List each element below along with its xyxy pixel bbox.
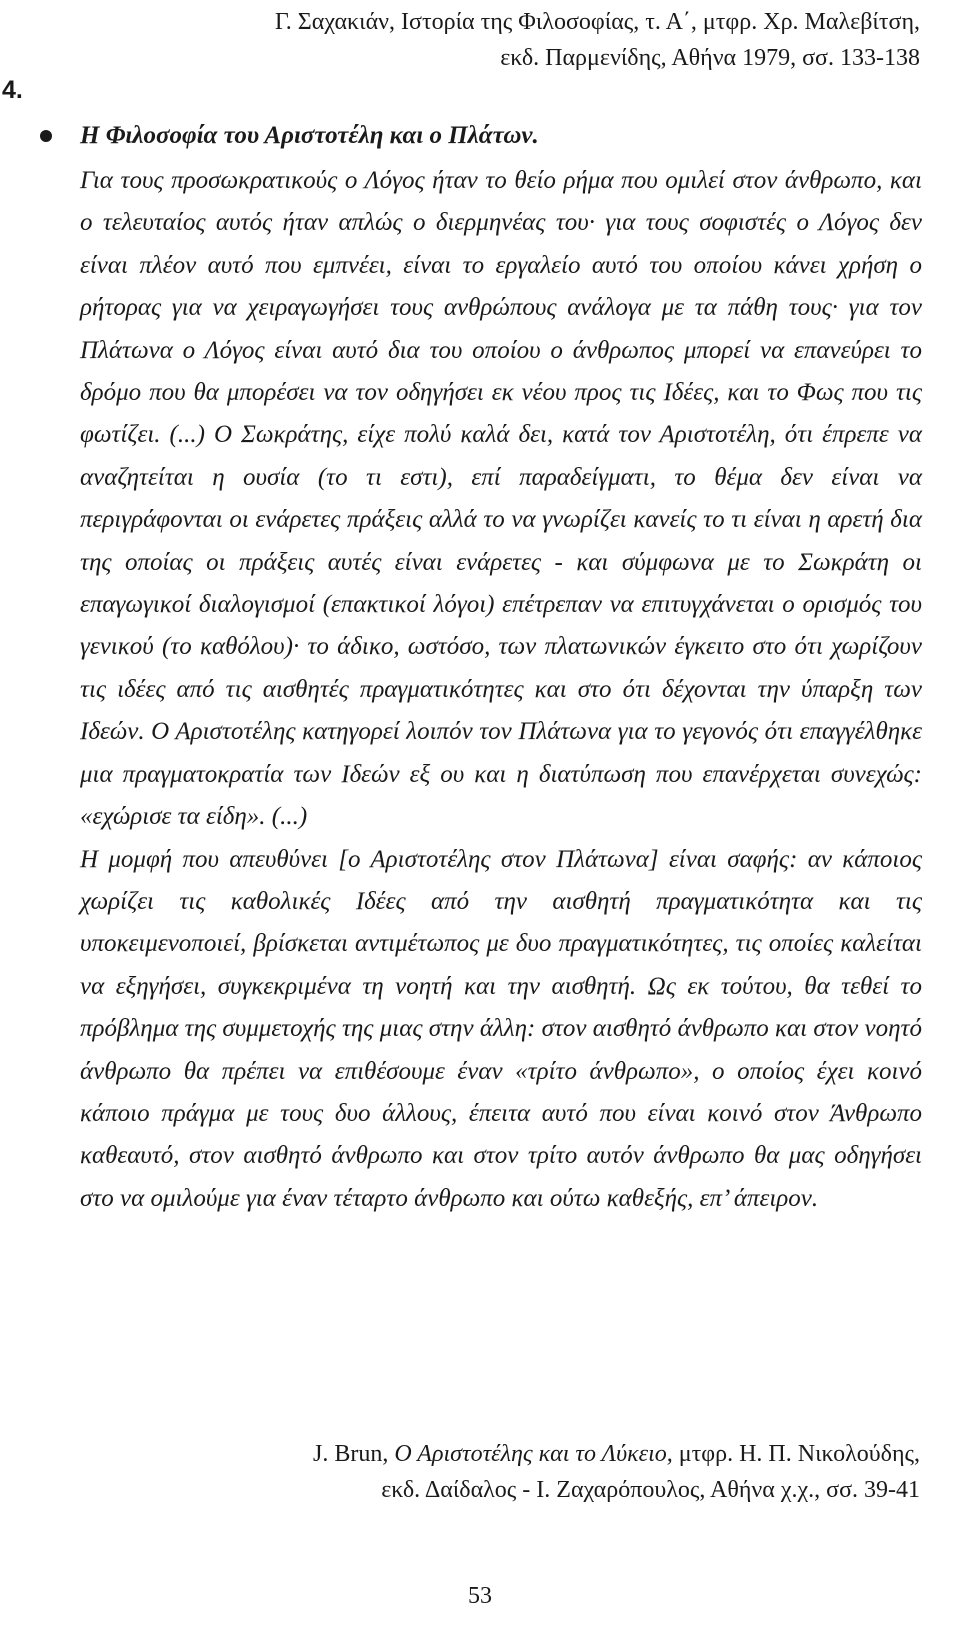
- bullet-icon: [40, 130, 52, 142]
- source-citation-bottom: [60, 1436, 920, 1508]
- citation-bottom-line-1: [60, 1436, 920, 1472]
- citation-translator: μτφρ. Η. Π. Νικολούδης,: [678, 1441, 920, 1467]
- page-number: 53: [468, 1583, 492, 1609]
- section-number: 4.: [2, 76, 23, 104]
- citation-author: J. Brun,: [313, 1441, 389, 1467]
- body-text: [80, 160, 922, 1220]
- section-heading: Η Φιλοσοφία του Αριστοτέλη και ο Πλάτων.: [80, 122, 539, 149]
- source-citation-top: [60, 4, 920, 76]
- body-paragraph-2: Η μομφή που απευθύνει [ο Αριστοτέλης στον Πλάτωνα] είναι σαφής: αν κάποιος χωρίζει τις καθολικές Ιδέες από την αισθητή πραγματικότητα και τις υποκειμενοποιεί, βρίσκεται αντιμέτωπος με δυο πραγματικότητες, τις οποίες καλείται να εξηγήσει, συγκεκριμένα τη νοητή και την αισθητή. Ως εκ τούτου, θα τεθεί το πρόβλημα της συμμετοχής της μιας στην άλλη: στον αισθητό άνθρωπο και στον νοητό άνθρωπο θα πρέπει να επιθέσουμε έναν «τρίτο άνθρωπο», ο οποίος έχει κοινό κάποιο πράγμα με τους δυο άλλους, έπειτα αυτό που είναι κοινό στον Άνθρωπο καθεαυτό, στον αισθητό άνθρωπο και στον τρίτο αυτόν άνθρωπο θα μας οδηγήσει στο να ομιλούμε για έναν τέταρτο άνθρωπο και ούτω καθεξής, επ’ άπειρον.: [80, 845, 922, 1212]
- citation-bottom-line-2: εκδ. Δαίδαλος - Ι. Ζαχαρόπουλος, Αθήνα χ.χ., σσ. 39-41: [381, 1477, 920, 1503]
- citation-top-line-2: εκδ. Παρμενίδης, Αθήνα 1979, σσ. 133-138: [500, 45, 920, 71]
- body-paragraph-1: Για τους προσωκρατικούς ο Λόγος ήταν το θείο ρήμα που ομιλεί στον άνθρωπο, και ο τελευταίος αυτός ήταν απλώς ο διερμηνέας του· για τους σοφιστές ο Λόγος δεν είναι πλέον αυτό που εμπνέει, είναι το εργαλείο αυτό του οποίου κάνει χρήση ο ρήτορας για να χειραγωγήσει τους ανθρώπους ανάλογα με τα πάθη τους· για τον Πλάτωνα ο Λόγος είναι αυτό δια του οποίου ο άνθρωπος μπορεί να επανεύρει το δρόμο που θα μπορέσει να τον οδηγήσει εκ νέου προς τις Ιδέες, και το Φως που τις φωτίζει. (...) Ο Σωκράτης, είχε πολύ καλά δει, κατά τον Αριστοτέλη, ότι έπρεπε να αναζητείται η ουσία (το τι εστι), επί παραδείγματι, το θέμα δεν είναι να περιγράφονται οι ενάρετες πράξεις αλλά το να γνωρίζει κανείς το τι είναι η αρετή δια της οποίας οι πράξεις αυτές είναι ενάρετες - και σύμφωνα με το Σωκράτη οι επαγωγικοί διαλογισμοί (επακτικοί λόγοι) επέτρεπαν να επιτυγχάνεται ο ορισμός του γενικού (το καθόλου)· το άδικο, ωστόσο, των πλατωνικών έγκειτο στο ότι χωρίζουν τις ιδέες από τις αισθητές πραγματικότητες και στο ότι δέχονται την ύπαρξη των Ιδεών. Ο Αριστοτέλης κατηγορεί λοιπόν τον Πλάτωνα για το γεγονός ότι επαγγέλθηκε μια πραγματοκρατία των Ιδεών εξ ου και η διατύπωση που επανέρχεται συνεχώς: «εχώρισε τα είδη». (...): [80, 167, 922, 831]
- citation-top-line-1: Γ. Σαχακιάν, Ιστορία της Φιλοσοφίας, τ. Α΄, μτφρ. Χρ. Μαλεβίτση,: [274, 9, 920, 35]
- citation-title: Ο Αριστοτέλης και το Λύκειο,: [394, 1441, 673, 1467]
